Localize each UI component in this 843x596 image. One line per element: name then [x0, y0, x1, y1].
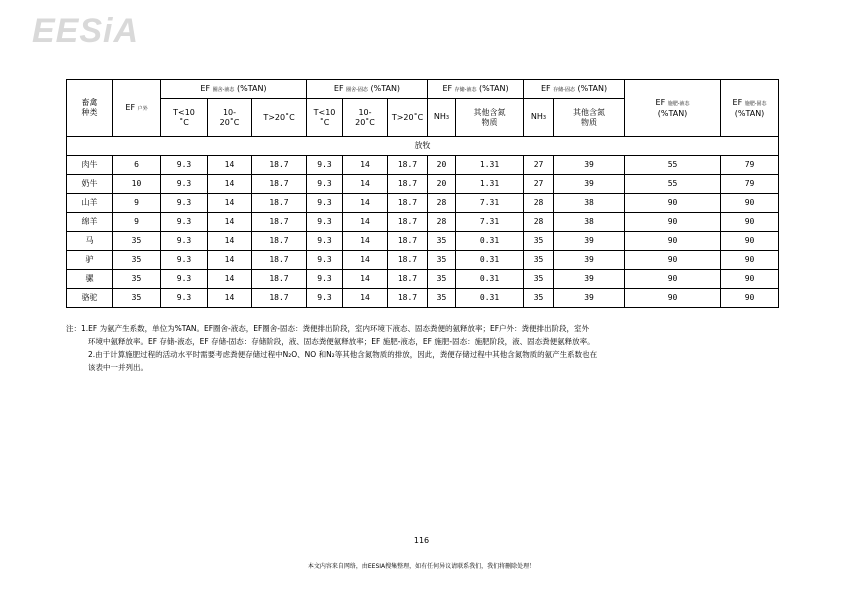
header-nh3: NH3 — [428, 99, 456, 137]
table-cell: 18.7 — [252, 270, 307, 289]
header-ef-housing-solid: EF 圈舍-固态 (%TAN) — [307, 80, 428, 99]
table-cell: 35 — [113, 270, 161, 289]
table-cell: 90 — [721, 232, 779, 251]
table-cell: 20 — [428, 175, 456, 194]
livestock-name: 绵羊 — [67, 213, 113, 232]
table-cell: 14 — [343, 251, 388, 270]
note-line: 环境中氨释放率。EF 存储-液态，EF 存储-固态：存储阶段，液、固态粪便氨释放率；EF 施肥-液态，EF 施肥-固态：施肥阶段，液、固态粪便氨释放率。 — [88, 337, 595, 346]
header-ef-storage-liquid: EF 存储-液态 (%TAN) — [428, 80, 524, 99]
table-cell: 18.7 — [252, 213, 307, 232]
table-cell: 38 — [554, 213, 625, 232]
table-cell: 9.3 — [307, 289, 343, 308]
table-cell: 14 — [343, 194, 388, 213]
table-cell: 9.3 — [161, 156, 208, 175]
table-cell: 18.7 — [252, 175, 307, 194]
table-cell: 9.3 — [161, 232, 208, 251]
header-ef-fert-liquid: EF 施肥-液态 (%TAN) — [625, 80, 721, 137]
table-cell: 0.31 — [456, 289, 524, 308]
table-cell: 90 — [625, 251, 721, 270]
table-cell: 90 — [721, 289, 779, 308]
table-cell: 9.3 — [307, 175, 343, 194]
header-temp-below-10: T<10 ˚C — [307, 99, 343, 137]
header-temp-10-20: 10- 20˚C — [208, 99, 252, 137]
table-cell: 39 — [554, 289, 625, 308]
table-cell: 9.3 — [307, 232, 343, 251]
table-cell: 6 — [113, 156, 161, 175]
table-cell: 18.7 — [388, 270, 428, 289]
table-cell: 14 — [208, 232, 252, 251]
table-cell: 14 — [343, 232, 388, 251]
page-number: 116 — [413, 536, 430, 545]
header-other-nitrogen: 其他含氮 物质 — [554, 99, 625, 137]
table-row — [67, 213, 779, 232]
table-cell: 14 — [208, 213, 252, 232]
table-row — [67, 270, 779, 289]
table-cell: 9.3 — [161, 175, 208, 194]
table-cell: 0.31 — [456, 270, 524, 289]
table-cell: 35 — [524, 270, 554, 289]
table-cell: 9.3 — [161, 289, 208, 308]
table-notes — [66, 322, 782, 374]
table-cell: 35 — [428, 289, 456, 308]
table-cell: 14 — [343, 289, 388, 308]
table-cell: 9.3 — [161, 251, 208, 270]
table-cell: 14 — [343, 156, 388, 175]
header-ef-housing-liquid: EF 圈舍-液态 (%TAN) — [161, 80, 307, 99]
table-cell: 90 — [625, 213, 721, 232]
table-cell: 1.31 — [456, 156, 524, 175]
livestock-name: 马 — [67, 232, 113, 251]
table-cell: 35 — [524, 251, 554, 270]
table-cell: 9.3 — [307, 251, 343, 270]
table-cell: 14 — [208, 270, 252, 289]
table-cell: 90 — [625, 270, 721, 289]
livestock-name: 驴 — [67, 251, 113, 270]
table-cell: 9.3 — [307, 194, 343, 213]
table-cell: 18.7 — [388, 232, 428, 251]
table-cell: 35 — [428, 232, 456, 251]
table-cell: 90 — [721, 213, 779, 232]
table-row — [67, 175, 779, 194]
table-cell: 18.7 — [388, 251, 428, 270]
table-cell: 18.7 — [388, 194, 428, 213]
header-temp-below-10: T<10 ˚C — [161, 99, 208, 137]
eesia-logo: EESiA — [32, 12, 140, 50]
table-cell: 9.3 — [161, 213, 208, 232]
table-row — [67, 156, 779, 175]
table-cell: 35 — [113, 232, 161, 251]
table-cell: 18.7 — [388, 175, 428, 194]
table-cell: 90 — [721, 251, 779, 270]
livestock-name: 骆驼 — [67, 289, 113, 308]
table-cell: 0.31 — [456, 251, 524, 270]
table-cell: 90 — [625, 232, 721, 251]
table-cell: 39 — [554, 251, 625, 270]
table-cell: 10 — [113, 175, 161, 194]
table-cell: 28 — [524, 194, 554, 213]
footer-disclaimer: 本文内容来自网络，由EESIA搜集整理，如有任何异议请联系我们，我们将删除处理！ — [307, 563, 536, 570]
table-cell: 35 — [524, 289, 554, 308]
livestock-name: 奶牛 — [67, 175, 113, 194]
table-cell: 28 — [524, 213, 554, 232]
table-cell: 14 — [208, 289, 252, 308]
table-row — [67, 289, 779, 308]
table-cell: 79 — [721, 156, 779, 175]
table-cell: 18.7 — [388, 156, 428, 175]
table-cell: 18.7 — [388, 213, 428, 232]
table-cell: 7.31 — [456, 213, 524, 232]
table-cell: 18.7 — [252, 251, 307, 270]
note-line: 该表中一并列出。 — [88, 363, 148, 372]
table-cell: 9 — [113, 194, 161, 213]
table-cell: 9.3 — [307, 156, 343, 175]
header-livestock-type: 畜禽 种类 — [67, 80, 113, 137]
table-row — [67, 251, 779, 270]
table-cell: 14 — [208, 194, 252, 213]
livestock-name: 山羊 — [67, 194, 113, 213]
table-cell: 35 — [113, 289, 161, 308]
header-nh3: NH3 — [524, 99, 554, 137]
table-cell: 90 — [625, 289, 721, 308]
table-cell: 79 — [721, 175, 779, 194]
note-line: 注：1.EF 为氨产生系数，单位为%TAN。EF圈舍-液态，EF圈舍-固态：粪便排出阶段，室内环境下液态、固态粪便的氨释放率；EF户外：粪便排出阶段，室外 — [66, 324, 590, 333]
table-cell: 9.3 — [307, 270, 343, 289]
table-row — [67, 232, 779, 251]
table-cell: 28 — [428, 213, 456, 232]
table-cell: 1.31 — [456, 175, 524, 194]
header-temp-10-20: 10- 20˚C — [343, 99, 388, 137]
table-cell: 39 — [554, 156, 625, 175]
header-ef-outdoor: EF 户外 — [113, 80, 161, 137]
table-cell: 90 — [721, 194, 779, 213]
header-ef-storage-solid: EF 存储-固态 (%TAN) — [524, 80, 625, 99]
table-cell: 90 — [625, 194, 721, 213]
table-cell: 14 — [208, 175, 252, 194]
table-cell: 18.7 — [388, 289, 428, 308]
table-cell: 9 — [113, 213, 161, 232]
livestock-name: 骡 — [67, 270, 113, 289]
table-cell: 14 — [208, 251, 252, 270]
table-cell: 14 — [343, 175, 388, 194]
table-cell: 27 — [524, 175, 554, 194]
ammonia-emission-factor-table — [66, 79, 779, 308]
table-cell: 14 — [343, 270, 388, 289]
header-other-nitrogen: 其他含氮 物质 — [456, 99, 524, 137]
table-cell: 35 — [428, 251, 456, 270]
table-cell: 35 — [428, 270, 456, 289]
table-cell: 27 — [524, 156, 554, 175]
table-cell: 18.7 — [252, 156, 307, 175]
table-cell: 35 — [524, 232, 554, 251]
table-cell: 28 — [428, 194, 456, 213]
table-cell: 0.31 — [456, 232, 524, 251]
table-cell: 90 — [721, 270, 779, 289]
table-cell: 18.7 — [252, 289, 307, 308]
header-ef-fert-solid: EF 施肥-固态 (%TAN) — [721, 80, 779, 137]
table-cell: 9.3 — [161, 270, 208, 289]
table-cell: 14 — [208, 156, 252, 175]
table-cell: 39 — [554, 175, 625, 194]
table-cell: 55 — [625, 156, 721, 175]
header-temp-above-20: T>20˚C — [388, 99, 428, 137]
section-grazing: 放牧 — [67, 137, 779, 156]
table-cell: 18.7 — [252, 232, 307, 251]
table-cell: 9.3 — [307, 213, 343, 232]
table-cell: 39 — [554, 270, 625, 289]
table-row — [67, 194, 779, 213]
note-line: 2.由于计算施肥过程的活动水平时需要考虑粪便存储过程中N₂O、NO 和N₂等其他含氮物质的排放，因此，粪便存储过程中其他含氮物质的氨产生系数也在 — [88, 350, 598, 359]
livestock-name: 肉牛 — [67, 156, 113, 175]
table-cell: 7.31 — [456, 194, 524, 213]
table-cell: 14 — [343, 213, 388, 232]
table-cell: 55 — [625, 175, 721, 194]
table-cell: 9.3 — [161, 194, 208, 213]
table-cell: 20 — [428, 156, 456, 175]
header-temp-above-20: T>20˚C — [252, 99, 307, 137]
table-cell: 38 — [554, 194, 625, 213]
table-cell: 39 — [554, 232, 625, 251]
table-cell: 18.7 — [252, 194, 307, 213]
table-cell: 35 — [113, 251, 161, 270]
